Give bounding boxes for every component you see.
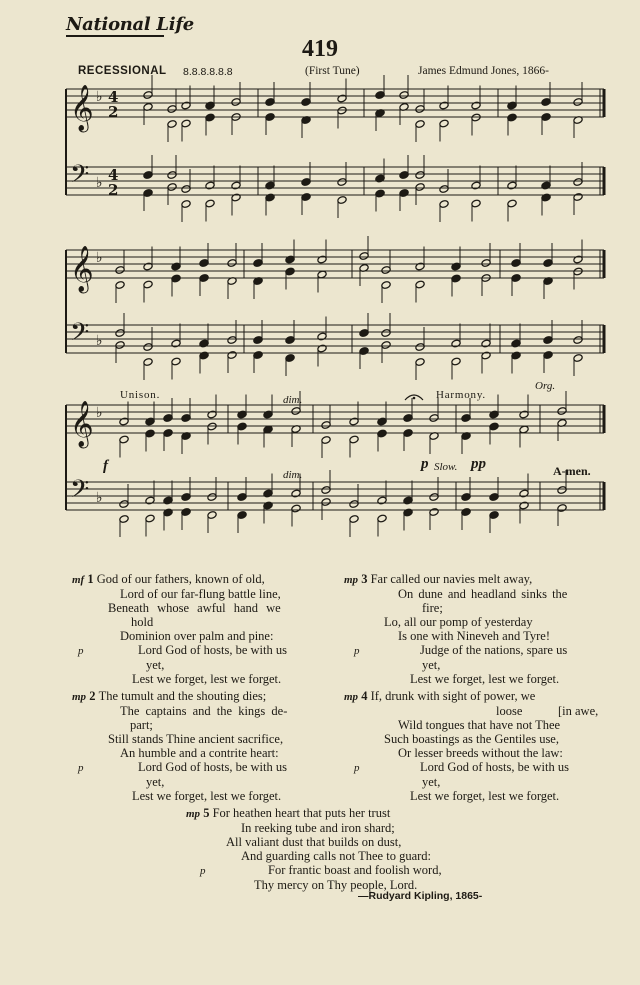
dim-bottom-label: dim.	[283, 469, 303, 481]
verse-dynamic: mp	[344, 574, 359, 586]
verse-p-mark: p	[78, 645, 84, 657]
verse-number: 4	[361, 689, 368, 703]
harmony-label: Harmony.	[436, 389, 486, 401]
verse-line: part;	[130, 718, 153, 732]
time-signature-top: 4	[108, 88, 119, 106]
section-title: National Life	[66, 14, 194, 35]
verse-number: 1	[87, 572, 94, 586]
time-signature-bottom: 2	[108, 181, 119, 199]
verse-line: Is one with Nineveh and Tyre!	[398, 629, 550, 643]
verse-line: yet,	[146, 775, 165, 789]
verse-line: yet,	[422, 658, 441, 672]
verse-line: Judge of the nations, spare us	[420, 643, 568, 657]
verse-line: Lord of our far-flung battle line,	[120, 587, 281, 601]
verse-dynamic: mp	[344, 691, 359, 703]
verse-line: yet,	[422, 775, 441, 789]
verse-line: Or lesser breeds without the law:	[398, 746, 563, 760]
verse-line: Still stands Thine ancient sacrifice,	[108, 732, 284, 746]
fermata-dot	[413, 397, 416, 400]
flat-sign-icon: ♭	[96, 250, 103, 266]
verse-line: All valiant dust that builds on dust,	[226, 835, 402, 849]
verse-line: Lest we forget, lest we forget.	[410, 789, 560, 803]
verse-number: 3	[361, 572, 368, 586]
verse-line: Lord God of hosts, be with us	[420, 760, 569, 774]
verse-dynamic: mp	[72, 691, 87, 703]
verse-line: yet,	[146, 658, 165, 672]
pianissimo-mark: pp	[471, 456, 486, 472]
flat-sign-icon: ♭	[96, 405, 103, 421]
verse-line: God of our fathers, known of old,	[96, 572, 265, 586]
treble-clef-icon: 𝄞	[70, 401, 94, 447]
flat-sign-icon: ♭	[96, 175, 103, 191]
verse-line: loose	[496, 704, 523, 718]
verse-number: 5	[203, 806, 210, 820]
verse-line: If, drunk with sight of power, we	[370, 689, 536, 703]
verse-p-mark: p	[354, 762, 360, 774]
verse-line: Thy mercy on Thy people, Lord.	[254, 878, 418, 892]
verse-p-mark: p	[78, 762, 84, 774]
verse-number: 2	[89, 689, 96, 703]
verse-line: [in awe,	[558, 704, 599, 718]
verse-line: Lest we forget, lest we forget.	[132, 789, 282, 803]
verse-line: Lo, all our pomp of yesterday	[384, 615, 533, 629]
verse-dynamic: mp	[186, 808, 201, 820]
verse-line: Lord God of hosts, be with us	[138, 760, 287, 774]
verse-line: The tumult and the shouting dies;	[98, 689, 267, 703]
flat-sign-icon: ♭	[96, 333, 103, 349]
hymn-number: 419	[302, 36, 338, 62]
verse-p-mark: p	[354, 645, 360, 657]
verse-line: Lord God of hosts, be with us	[138, 643, 287, 657]
treble-clef-icon: 𝄞	[70, 246, 94, 292]
flat-sign-icon: ♭	[96, 490, 103, 506]
verse-dynamic: mf	[72, 574, 85, 586]
verse-line: An humble and a contrite heart:	[120, 746, 279, 760]
bass-clef-icon: 𝄢	[70, 160, 90, 195]
verse-line: The captains and the kings de-	[120, 704, 288, 718]
verse-line: In reeking tube and iron shard;	[241, 821, 395, 835]
amen-label: A-men.	[553, 464, 591, 478]
verse-5	[186, 806, 442, 892]
org-label: Org.	[535, 380, 556, 392]
verse-1	[72, 572, 287, 686]
verse-3	[344, 572, 567, 686]
verse-line: On dune and headland sinks the	[398, 587, 568, 601]
tune-name: RECESSIONAL	[78, 65, 167, 77]
verse-line: Lest we forget, lest we forget.	[410, 672, 560, 686]
verse-line: Wild tongues that have not Thee	[398, 718, 561, 732]
verse-line: And guarding calls not Thee to guard:	[241, 849, 432, 863]
verse-line: For heathen heart that puts her trust	[212, 806, 391, 820]
flat-sign-icon: ♭	[96, 89, 103, 105]
bass-clef-icon: 𝄢	[70, 475, 90, 510]
unison-label: Unison.	[120, 389, 161, 401]
dim-top-label: dim.	[283, 394, 303, 406]
tune-label: (First Tune)	[305, 65, 360, 77]
composer: James Edmund Jones, 1866-	[418, 65, 549, 77]
verse-2	[72, 689, 287, 803]
verse-line: fire;	[422, 601, 443, 615]
piano-mark: p	[421, 456, 429, 472]
verse-line: For frantic boast and foolish word,	[268, 863, 442, 877]
verse-line: hold	[131, 615, 154, 629]
time-signature-bottom: 2	[108, 103, 119, 121]
treble-clef-icon: 𝄞	[70, 85, 94, 131]
verse-line: Dominion over palm and pine:	[120, 629, 274, 643]
verse-line: Beneath whose awful hand we	[108, 601, 281, 615]
slow-mark: Slow.	[434, 461, 458, 473]
verse-p-mark: p	[200, 865, 206, 877]
bass-clef-icon: 𝄢	[70, 318, 90, 353]
verse-line: Lest we forget, lest we forget.	[132, 672, 282, 686]
verse-line: Far called our navies melt away,	[370, 572, 533, 586]
time-signature-top: 4	[108, 166, 119, 184]
verse-4	[344, 689, 599, 803]
poet-credit: —Rudyard Kipling, 1865-	[358, 890, 483, 902]
meter: 8.8.8.8.8.8	[183, 66, 233, 78]
verse-line: Such boastings as the Gentiles use,	[384, 732, 559, 746]
forte-mark: f	[103, 458, 108, 474]
